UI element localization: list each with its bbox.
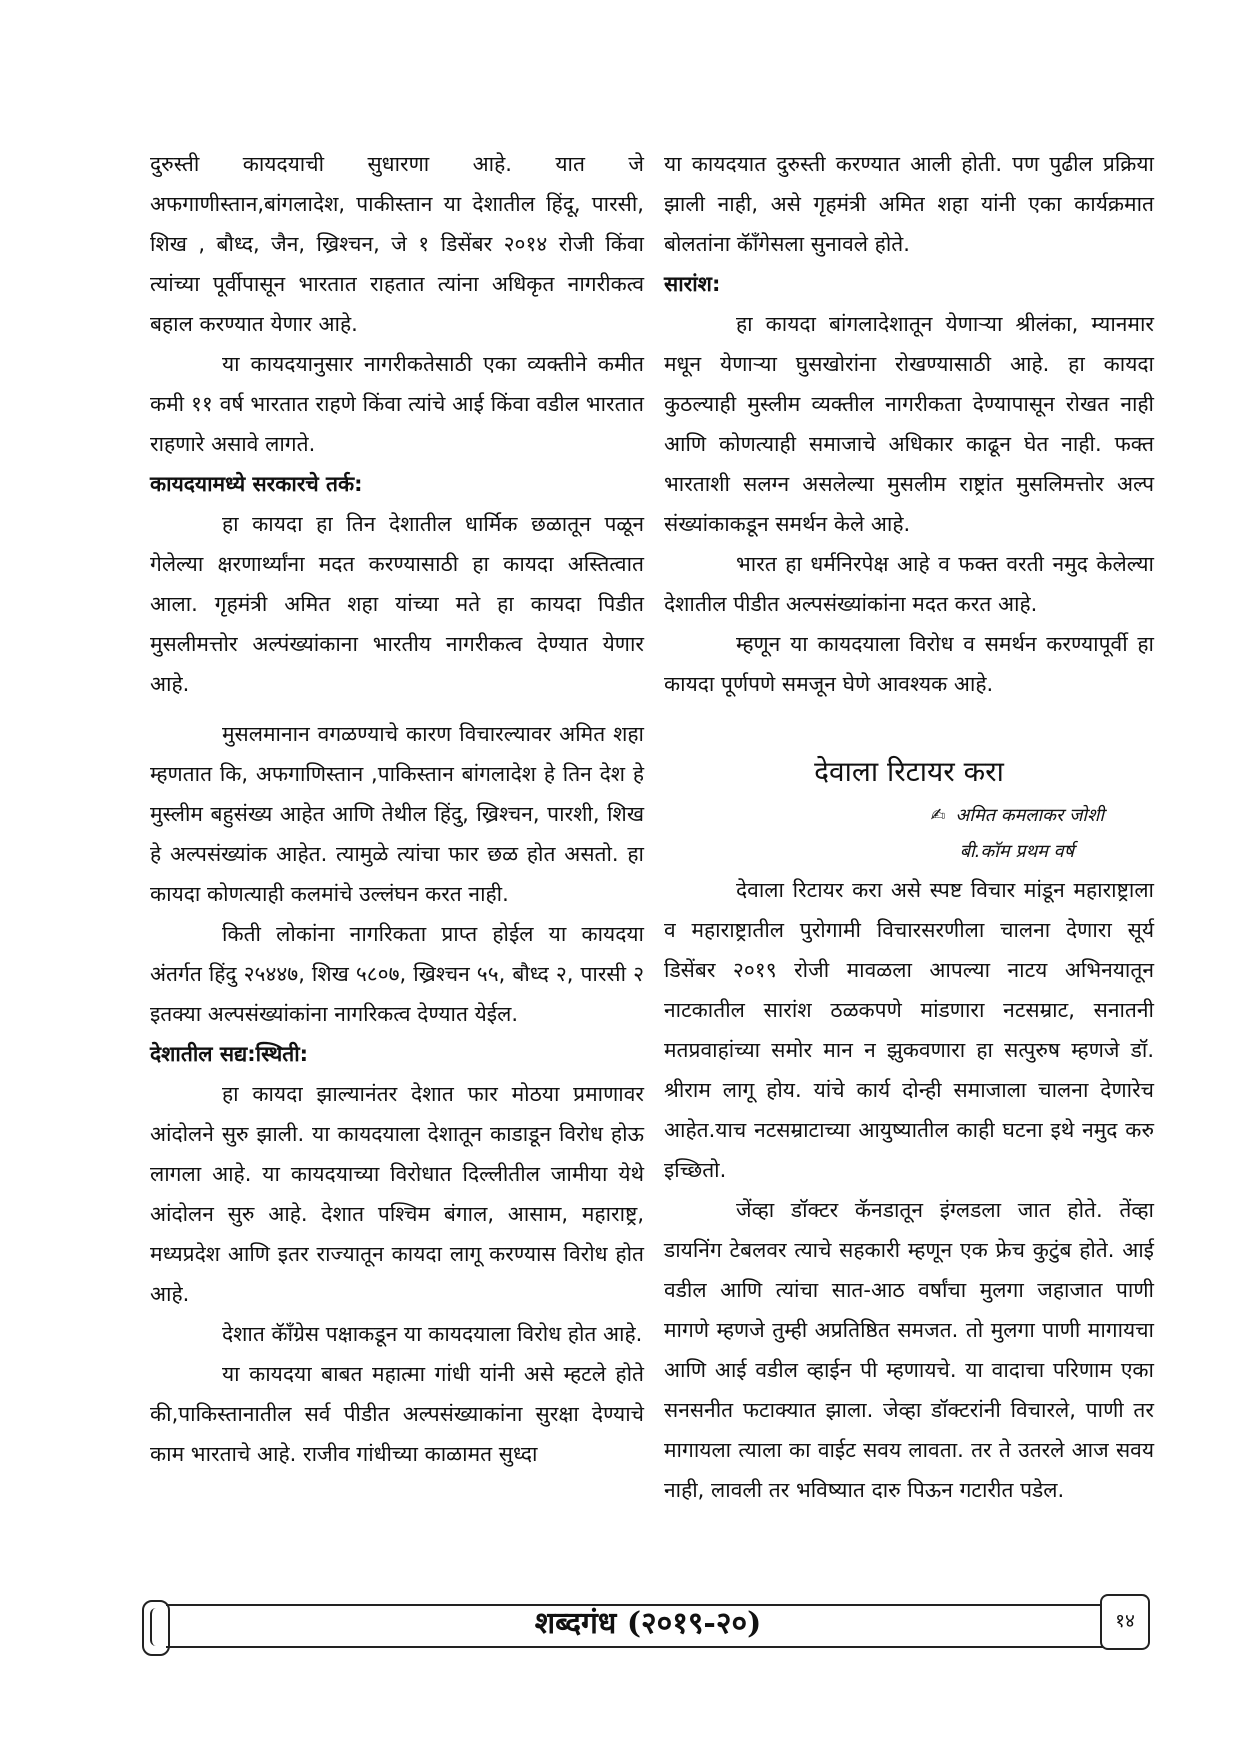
right-column [664, 144, 1154, 1510]
author-line [664, 798, 1154, 834]
footer-title: शब्दगंध (२०१९-२०) [534, 1606, 762, 1641]
paragraph: हा कायदा झाल्यानंतर देशात फार मोठया प्रमाणावर आंदोलने सुरु झाली. या कायदयाला देशातून काडाडून विरोध होऊ लागला आहे. या कायदयाच्या विरोधात दिल्लीतील जामीया येथे आंदोलन सुरु आहे. देशात पश्चिम बंगाल, आसाम, महाराष्ट्र, मध्यप्रदेश आणि इतर राज्यातून कायदा लागू करण्यास विरोध होत आहे. [150, 1082, 644, 1306]
paragraph: दुरुस्ती कायदयाची सुधारणा आहे. यात जे अफगाणीस्तान,बांगलादेश, पाकीस्तान या देशातील हिंदू, पारसी, शिख , बौध्द, जैन, ख्रिश्चन, जे १ डिसेंबर २०१४ रोजी किंवा त्यांच्या पूर्वीपासून भारतात राहतात त्यांना अधिकृत नागरीकत्व बहाल करण्यात येणार आहे. [150, 152, 644, 336]
paragraph: मुसलमानान वगळण्याचे कारण विचारल्यावर अमित शहा म्हणतात कि, अफगाणिस्तान ,पाकिस्तान बांगलादेश हे तिन देश हे मुस्लीम बहुसंख्य आहेत आणि तेथील हिंदु, ख्रिश्चन, पारशी, शिख हे अल्पसंख्यांक आहेत. त्यामुळे त्यांचा फार छळ होत असतो. हा कायदा कोणत्याही कलमांचे उल्लंघन करत नाही. [150, 722, 644, 906]
left-column [150, 144, 644, 1474]
paragraph: या कायदयानुसार नागरीकतेसाठी एका व्यक्तीने कमीत कमी ११ वर्ष भारतात राहणे किंवा त्यांचे आई किंवा वडील भारतात राहणारे असावे लागते. [150, 352, 644, 456]
divider [166, 1646, 1114, 1648]
paragraph: या कायदयात दुरुस्ती करण्यात आली होती. पण पुढील प्रक्रिया झाली नाही, असे गृहमंत्री अमित शहा यांनी एका कार्यक्रमात बोलतांना कॅाँगेसला सुनावले होते. [664, 152, 1154, 256]
paragraph: देवाला रिटायर करा असे स्पष्ट विचार मांडून महाराष्ट्राला व महाराष्ट्रातील पुरोगामी विचारसरणीला चालना देणारा सूर्य डिसेंबर २०१९ रोजी मावळला आपल्या नाटय अभिनयातून नाटकातील सारांश ठळकपणे मांडणारा नटसम्राट, सनातनी मतप्रवाहांच्या समोर मान न झुकवणारा हा सत्पुरुष म्हणजे डॉ. श्रीराम लागू होय. यांचे कार्य दोन्ही समाजाला चालना देणारेच आहेत.याच नटसम्राटाच्या आयुष्यातील काही घटना इथे नमुद करु इच्छितो. [664, 878, 1154, 1182]
author-class: बी.कॉम प्रथम वर्ष [959, 841, 1074, 862]
footer-banner [142, 1594, 1154, 1658]
section-heading: देशातील सद्य:स्थिती: [150, 1042, 309, 1066]
paragraph: या कायदया बाबत महात्मा गांधी यांनी असे म्हटले होते की,पाकिस्तानातील सर्व पीडीत अल्पसंख्याकांना सुरक्षा देण्याचे काम भारताचे आहे. राजीव गांधीच्या काळामत सुध्दा [150, 1362, 644, 1466]
section-heading: सारांश: [664, 272, 721, 296]
paragraph: किती लोकांना नागरिकता प्राप्त होईल या कायदया अंतर्गत हिंदु २५४४७, शिख ५८०७, ख्रिश्चन ५५, बौध्द २, पारसी २ इतक्या अल्पसंख्यांकांना नागरिकत्व देण्यात येईल. [150, 922, 644, 1026]
pen-nib-icon: ✍ [930, 805, 946, 826]
section-heading: कायदयामध्ये सरकारचे तर्क: [150, 472, 363, 496]
paragraph: भारत हा धर्मनिरपेक्ष आहे व फक्त वरती नमुद केलेल्या देशातील पीडीत अल्पसंख्यांकांना मदत करत आहे. [664, 552, 1154, 616]
paragraph: हा कायदा बांगलादेशातून येणाऱ्या श्रीलंका, म्यानमार मधून येणाऱ्या घुसखोरांना रोखण्यासाठी आहे. हा कायदा कुठल्याही मुस्लीम व्यक्तील नागरीकता देण्यापासून रोखत नाही आणि कोणत्याही समाजाचे अधिकार काढून घेत नाही. फक्त भारताशी सलग्न असलेल्या मुसलीम राष्ट्रांत मुसलिमत्तोर अल्प संख्यांकाकडून समर्थन केले आहे. [664, 312, 1154, 536]
paragraph: म्हणून या कायदयाला विरोध व समर्थन करण्यापूर्वी हा कायदा पूर्णपणे समजून घेणे आवश्यक आहे. [664, 632, 1154, 696]
paragraph: हा कायदा हा तिन देशातील धार्मिक छळातून पळून गेलेल्या क्षरणार्थ्यांना मदत करण्यासाठी हा कायदा अस्तित्वात आला. गृहमंत्री अमित शहा यांच्या मते हा कायदा पिडीत मुसलीमत्तोर अल्पंख्यांकाना भारतीय नागरीकत्व देण्यात येणार आहे. [150, 512, 644, 696]
page-number: १४ [1100, 1594, 1150, 1650]
author-name: अमित कमलाकर जोशी [955, 805, 1104, 826]
paragraph: जेंव्हा डॉक्टर कॅनडातून इंग्लडला जात होते. तेंव्हा डायनिंग टेबलवर त्याचे सहकारी म्हणून एक फ्रेच कुटुंब होते. आई वडील आणि त्यांचा सात-आठ वर्षांचा मुलगा जहाजात पाणी मागणे म्हणजे तुम्ही अप्रतिष्ठित समजत. तो मुलगा पाणी मागायचा आणि आई वडील व्हाईन पी म्हणायचे. या वादाचा परिणाम एका सनसनीत फटाक्यात झाला. जेव्हा डॉक्टरांनी विचारले, पाणी तर मागायला त्याला का वाईट सवय लावता. तर ते उतरले आज सवय नाही, लावली तर भविष्यात दारु पिऊन गटारीत पडेल. [664, 1198, 1154, 1502]
paragraph: देशात कॅाँग्रेस पक्षाकडून या कायदयाला विरोध होत आहे. [222, 1322, 643, 1346]
article-title: देवाला रिटायर करा [814, 755, 1004, 788]
